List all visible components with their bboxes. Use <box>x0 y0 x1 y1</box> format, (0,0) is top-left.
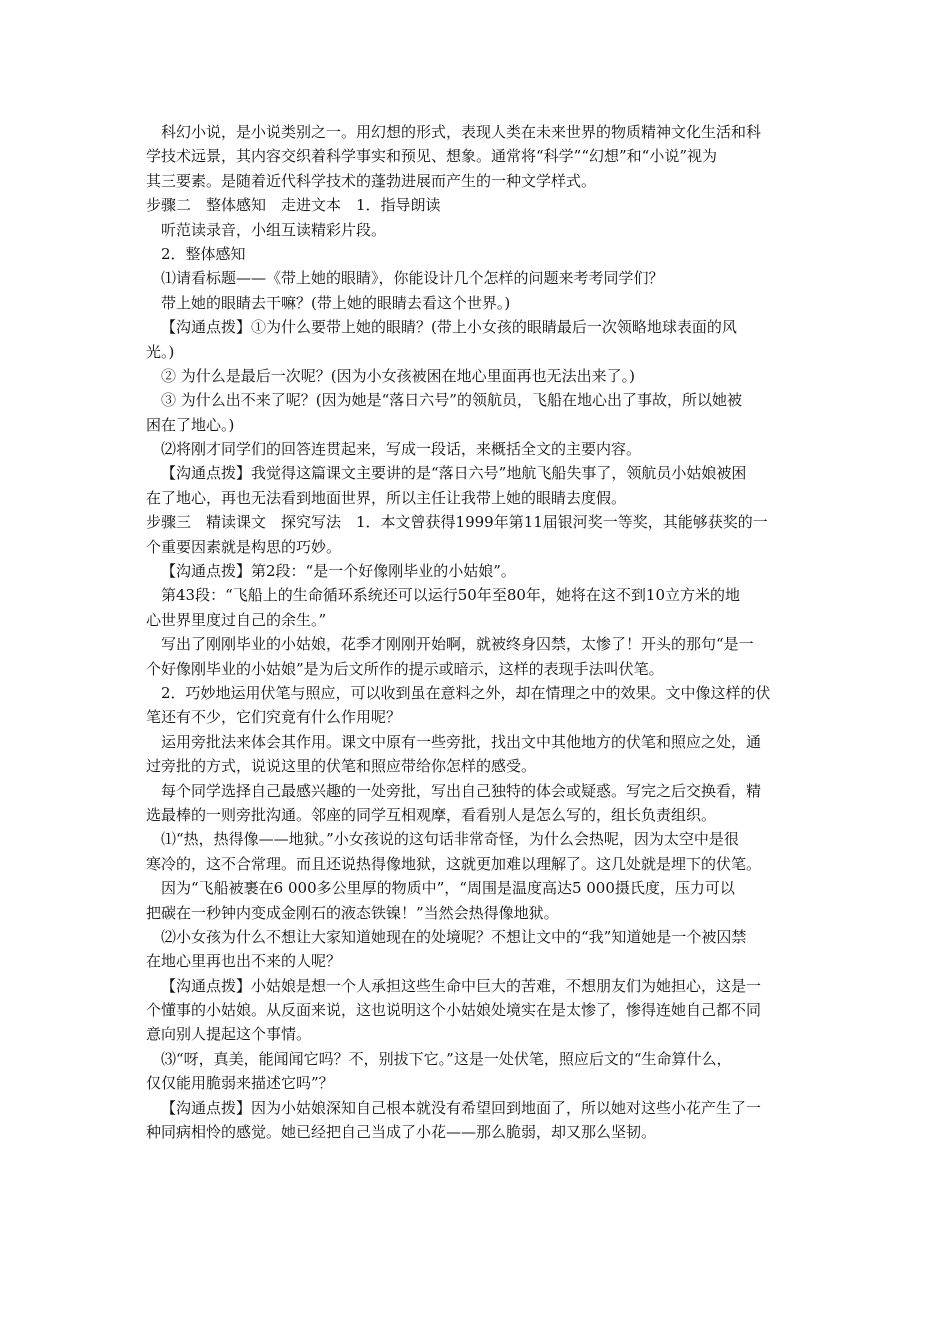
text-line: 其三要素。是随着近代科学技术的蓬勃进展而产生的一种文学样式。 <box>146 171 597 190</box>
text-line: 心世界里度过自己的余生。” <box>146 610 327 629</box>
text-line: 困在了地心。) <box>146 415 235 434</box>
text-line: ⑵将刚才同学们的回答连贯起来，写成一段话，来概括全文的主要内容。 <box>161 440 642 459</box>
text-line: 个好像刚毕业的小姑娘”是为后文所作的提示或暗示，这样的表现手法叫伏笔。 <box>146 659 664 678</box>
text-line: 2．巧妙地运用伏笔与照应，可以收到虽在意料之外，却在情理之中的效果。文中像这样的伏 <box>161 683 771 702</box>
text-line: ② 为什么是最后一次呢？(因为小女孩被困在地心里面再也无法出来了。) <box>161 366 635 385</box>
text-line: 选最棒的一则旁批沟通。邻座的同学互相观摩，看看别人是怎么写的，组长负责组织。 <box>146 805 717 824</box>
text-line: 学技术远景，其内容交织着科学事实和预见、想象。通常将“科学”“幻想”和“小说”视为 <box>146 147 718 166</box>
text-line: 在了地心，再也无法看到地面世界，所以主任让我带上她的眼睛去度假。 <box>146 488 627 507</box>
text-line: 笔还有不少，它们究竟有什么作用呢？ <box>146 708 402 727</box>
text-line: 步骤三 精读课文 探究写法 1．本文曾获得1999年第11届银河奖一等奖，其能够获奖的一 <box>146 513 768 532</box>
text-line: 寒冷的，这不合常理。而且还说热得像地狱，这就更加难以理解了。这几处就是埋下的伏笔。 <box>146 854 762 873</box>
text-line: 把碳在一秒钟内变成金刚石的液态铁镍！”当然会热得像地狱。 <box>146 903 559 922</box>
text-line: 个懂事的小姑娘。从反面来说，这也说明这个小姑娘处境实在是太惨了，惨得连她自己都不同 <box>146 1001 762 1020</box>
text-line: 【沟通点拨】我觉得这篇课文主要讲的是“落日六号”地航飞船失事了，领航员小姑娘被困 <box>161 464 747 483</box>
text-line: 因为“飞船被裹在6 000多公里厚的物质中”，“周围是温度高达5 000摄氏度，压力可以 <box>161 879 735 898</box>
text-line: 带上她的眼睛去干嘛？(带上她的眼睛去看这个世界。) <box>161 293 511 312</box>
text-line: 2．整体感知 <box>161 244 246 263</box>
text-line: ⑶“呀，真美，能闻闻它吗？不，别拔下它。”这是一处伏笔，照应后文的“生命算什么， <box>161 1049 732 1068</box>
text-line: 每个同学选择自己最感兴趣的一处旁批，写出自己独特的体会或疑惑。写完之后交换看，精 <box>161 781 762 800</box>
text-line: 【沟通点拨】①为什么要带上她的眼睛？(带上小女孩的眼睛最后一次领略地球表面的风 <box>161 318 737 337</box>
text-line: 意向别人提起这个事情。 <box>146 1025 312 1044</box>
text-line: 【沟通点拨】第2段：“是一个好像刚毕业的小姑娘”。 <box>161 562 516 581</box>
text-line: 第43段：“飞船上的生命循环系统还可以运行50年至80年，她将在这不到10立方米的地 <box>161 586 741 605</box>
text-line: ⑴请看标题——《带上她的眼睛》，你能设计几个怎样的问题来考考同学们？ <box>161 269 664 288</box>
text-line: 【沟通点拨】因为小姑娘深知自己根本就没有希望回到地面了，所以她对这些小花产生了一 <box>161 1098 762 1117</box>
text-line: 运用旁批法来体会其作用。课文中原有一些旁批，找出文中其他地方的伏笔和照应之处，通 <box>161 732 762 751</box>
text-line: ③ 为什么出不来了呢？(因为她是“落日六号”的领航员，飞船在地心出了事故，所以她被 <box>161 391 742 410</box>
text-line: 【沟通点拨】小姑娘是想一个人承担这些生命中巨大的苦难，不想朋友们为她担心，这是一 <box>161 976 762 995</box>
text-line: 在地心里再也出不来的人呢？ <box>146 952 342 971</box>
text-line: 种同病相怜的感觉。她已经把自己当成了小花——那么脆弱，却又那么坚韧。 <box>146 1123 657 1142</box>
text-line: 个重要因素就是构思的巧妙。 <box>146 537 342 556</box>
text-line: 科幻小说，是小说类别之一。用幻想的形式，表现人类在未来世界的物质精神文化生活和科 <box>161 123 762 141</box>
text-line: 光。) <box>146 342 175 361</box>
text-line: 过旁批的方式，说说这里的伏笔和照应带给你怎样的感受。 <box>146 757 537 776</box>
text-line: ⑵小女孩为什么不想让大家知道她现在的处境呢？不想让文中的“我”知道她是一个被囚禁 <box>161 927 747 946</box>
text-line: 写出了刚刚毕业的小姑娘，花季才刚刚开始啊，就被终身囚禁，太惨了！开头的那句“是一 <box>161 635 754 654</box>
text-line: 听范读录音，小组互读精彩片段。 <box>161 220 387 239</box>
text-line: ⑴“热，热得像——地狱。”小女孩说的这句话非常奇怪，为什么会热呢，因为太空中是很 <box>161 830 739 849</box>
text-line: 步骤二 整体感知 走进文本 1．指导朗读 <box>146 196 441 215</box>
text-line: 仅仅能用脆弱来描述它吗”？ <box>146 1074 334 1093</box>
document-body <box>146 120 806 1144</box>
